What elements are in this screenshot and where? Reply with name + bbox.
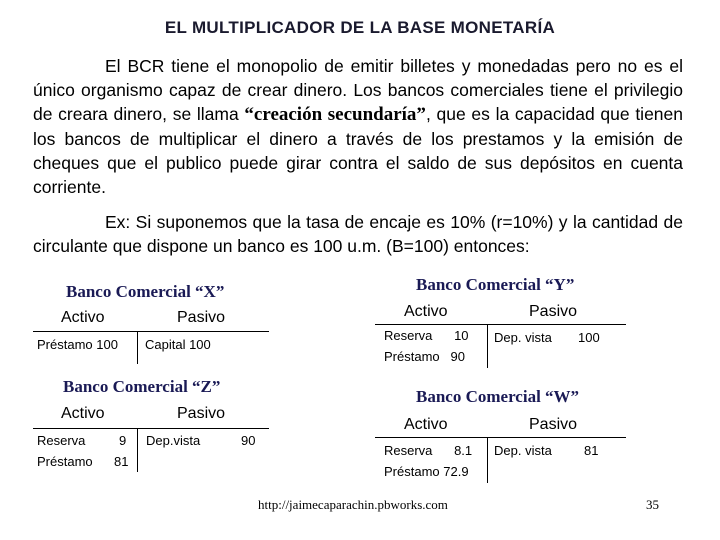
bank-w-prestamo: Préstamo 72.9 [384,464,469,479]
bank-w-activo-header: Activo [404,416,448,433]
intro-text-a: El BCR tiene el monopolio de emitir billetes y monedadas pero no es el único organismo capaz de crear dinero. Los bancos comerciales tiene el privilegio de creara dinero, se llama [33,56,683,124]
bank-y-activo-header: Activo [404,303,448,320]
bank-z-dep-vista-amount: 90 [241,433,256,448]
bank-x-pasivo-cell: Capital 100 [145,337,211,352]
bank-y-pasivo-header: Pasivo [529,303,578,320]
bank-y-h-divider [375,324,626,325]
bank-x-v-divider [137,331,138,364]
bank-x-activo-header: Activo [61,309,105,326]
bank-x-title: Banco Comercial “X” [66,282,225,301]
bank-w-pasivo-header: Pasivo [529,416,578,433]
intro-paragraph [33,54,683,199]
bank-x-activo-cell: Préstamo 100 [37,337,118,352]
intro-text-b: , que es la capacidad que tienen los bancos de multiplicar el dinero a través de los prestamos y la emisión de cheques que el publico puede girar contra el saldo de sus depósitos en cuenta corriente. [33,104,683,197]
bank-w-h-divider [375,437,626,438]
bank-y-title: Banco Comercial “Y” [416,275,575,294]
bank-z-dep-vista: Dep.vista [146,433,201,448]
bank-z-v-divider [137,428,138,472]
bank-w-dep-vista-amount: 81 [584,443,599,458]
page-title: EL MULTIPLICADOR DE LA BASE MONETARÍA [164,18,556,37]
bank-y-dep-vista: Dep. vista [494,330,552,345]
bank-z-prestamo-amount: 81 [114,454,129,469]
bank-z-activo-header: Activo [61,405,105,422]
bank-z-prestamo-label: Préstamo [37,454,93,469]
bank-w-v-divider [487,437,488,483]
footer-url-link[interactable]: http://jaimecaparachin.pbworks.com [258,497,448,512]
bank-w-reserva: Reserva 8.1 [384,443,473,458]
bank-z-pasivo-header: Pasivo [177,405,226,422]
bank-y-dep-vista-amount: 100 [578,330,600,345]
page-number: 35 [646,497,659,512]
bank-x-h-divider [33,331,269,332]
intro-bold-term: “creación secundaría” [244,104,426,125]
bank-y-reserva: Reserva 10 [384,328,469,343]
bank-w-dep-vista: Dep. vista [494,443,552,458]
bank-y-v-divider [487,324,488,368]
bank-x-pasivo-header: Pasivo [177,309,226,326]
bank-y-prestamo: Préstamo 90 [384,349,465,364]
bank-z-reserva-label: Reserva [37,433,86,448]
bank-z-title: Banco Comercial “Z” [63,377,221,396]
bank-z-reserva-amount: 9 [119,433,127,448]
example-paragraph [33,210,683,258]
example-text: Ex: Si suponemos que la tasa de encaje es 10% (r=10%) y la cantidad de circulante que dispone un banco es 100 u.m. (B=100) entonces: [33,212,683,256]
bank-z-h-divider [33,428,269,429]
bank-w-title: Banco Comercial “W” [416,387,580,406]
